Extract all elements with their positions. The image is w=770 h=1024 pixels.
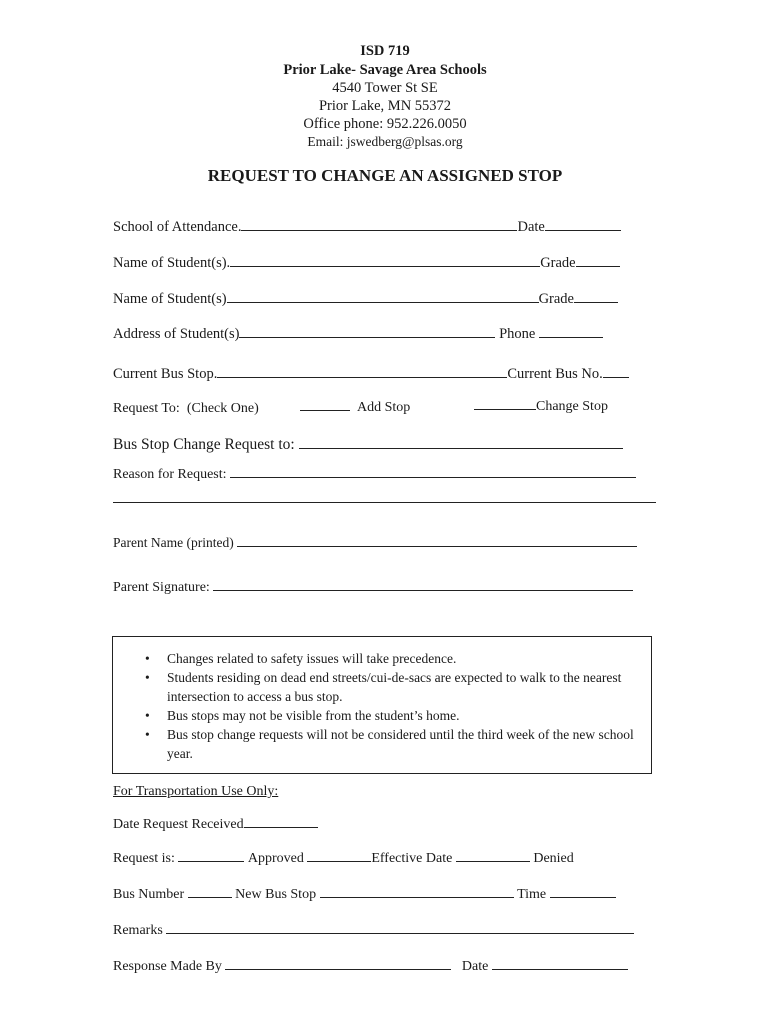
- parent-signature-row: [113, 580, 633, 596]
- current-stop-label: Current Bus Stop.: [113, 366, 218, 382]
- bullet-icon: •: [145, 708, 150, 723]
- request-to-row: [113, 401, 259, 417]
- current-bus-label: Current Bus No.: [507, 366, 603, 382]
- form-title: REQUEST TO CHANGE AN ASSIGNED STOP: [207, 166, 563, 185]
- change-stop-option: [474, 399, 608, 415]
- grade-label: Grade: [538, 291, 574, 307]
- bus-number-input[interactable]: [188, 897, 232, 898]
- current-stop-row: [113, 366, 629, 383]
- date-received-input[interactable]: [244, 827, 318, 828]
- request-to-label: Request To:: [113, 401, 180, 416]
- student-name-input[interactable]: [230, 266, 540, 267]
- student-row-1: [113, 255, 620, 272]
- student-name-input[interactable]: [227, 302, 539, 303]
- address-row: [113, 326, 603, 343]
- time-input[interactable]: [550, 897, 616, 898]
- change-request-label: Bus Stop Change Request to:: [113, 436, 295, 453]
- grade-input[interactable]: [576, 266, 620, 267]
- date-input[interactable]: [545, 230, 621, 231]
- response-row: [113, 959, 628, 975]
- bullet-icon: •: [145, 651, 150, 666]
- student-name-label: Name of Student(s): [113, 291, 227, 307]
- date-label: Date: [517, 219, 545, 235]
- request-status-row: [113, 851, 574, 867]
- street-address: 4540 Tower St SE: [332, 80, 438, 96]
- response-date-label: Date: [461, 959, 489, 974]
- phone-label: Phone: [499, 326, 536, 342]
- date-received-row: [113, 817, 318, 833]
- remarks-row: [113, 923, 634, 939]
- parent-name-label: Parent Name (printed): [113, 535, 234, 550]
- new-bus-stop-label: New Bus Stop: [235, 887, 317, 902]
- change-request-row: [113, 436, 623, 454]
- note-item: • Changes related to safety issues will take precedence.: [145, 651, 457, 666]
- parent-name-row: [113, 535, 637, 551]
- remarks-label: Remarks: [113, 923, 163, 938]
- response-date-input[interactable]: [492, 969, 628, 970]
- address-input[interactable]: [239, 337, 495, 338]
- bus-number-label: Bus Number: [113, 887, 185, 902]
- grade-label: Grade: [540, 255, 576, 271]
- denied-label: Denied: [533, 851, 574, 866]
- reason-input[interactable]: [230, 477, 636, 478]
- reason-row: [113, 467, 636, 483]
- new-bus-stop-input[interactable]: [320, 897, 514, 898]
- grade-input[interactable]: [574, 302, 618, 303]
- parent-signature-input[interactable]: [213, 590, 633, 591]
- school-label: School of Attendance.: [113, 219, 242, 235]
- bullet-icon: •: [145, 727, 150, 742]
- parent-signature-label: Parent Signature:: [113, 580, 210, 595]
- reason-label: Reason for Request:: [113, 467, 227, 482]
- change-stop-checkbox[interactable]: [474, 409, 536, 410]
- phone-input[interactable]: [539, 337, 603, 338]
- effective-date-input[interactable]: [307, 861, 371, 862]
- add-stop-checkbox[interactable]: [300, 410, 350, 411]
- school-input[interactable]: [241, 230, 517, 231]
- current-bus-input[interactable]: [603, 377, 629, 378]
- denied-checkbox[interactable]: [456, 861, 530, 862]
- approved-label: Approved: [247, 851, 304, 866]
- district-name: ISD 719: [360, 43, 410, 59]
- effective-date-label: Effective Date: [371, 851, 453, 866]
- bus-number-row: [113, 887, 616, 903]
- reason-input-line-2[interactable]: [113, 502, 656, 503]
- parent-name-input[interactable]: [237, 546, 637, 547]
- notes-list: [139, 649, 639, 763]
- student-row-2: [113, 291, 618, 308]
- request-is-label: Request is:: [113, 851, 175, 866]
- response-by-input[interactable]: [225, 969, 451, 970]
- time-label: Time: [517, 887, 547, 902]
- email: Email: jswedberg@plsas.org: [307, 134, 463, 149]
- response-by-label: Response Made By: [113, 959, 222, 974]
- remarks-input[interactable]: [166, 933, 634, 934]
- notes-box: [112, 636, 652, 774]
- student-name-label: Name of Student(s).: [113, 255, 231, 271]
- change-stop-label: Change Stop: [536, 399, 608, 414]
- office-phone: Office phone: 952.226.0050: [303, 116, 467, 132]
- current-stop-input[interactable]: [217, 377, 507, 378]
- note-item: • Bus stop change requests will not be considered until the third week of the new school year.: [145, 727, 634, 761]
- date-received-label: Date Request Received: [113, 817, 244, 832]
- approved-checkbox[interactable]: [178, 861, 244, 862]
- school-row: [113, 219, 621, 236]
- address-label: Address of Student(s): [113, 326, 240, 342]
- school-district-name: Prior Lake- Savage Area Schools: [283, 62, 487, 78]
- bullet-icon: •: [145, 670, 150, 685]
- note-item: • Bus stops may not be visible from the student’s home.: [145, 708, 460, 723]
- check-one-label: (Check One): [186, 401, 259, 416]
- city-state-zip: Prior Lake, MN 55372: [318, 98, 452, 114]
- add-stop-option: [300, 400, 410, 416]
- note-item: • Students residing on dead end streets/cui-de-sacs are expected to walk to the nearest intersection to access a bus stop.: [145, 670, 622, 704]
- add-stop-label: Add Stop: [357, 400, 411, 415]
- transport-heading: For Transportation Use Only:: [113, 784, 279, 799]
- change-request-input[interactable]: [299, 448, 623, 449]
